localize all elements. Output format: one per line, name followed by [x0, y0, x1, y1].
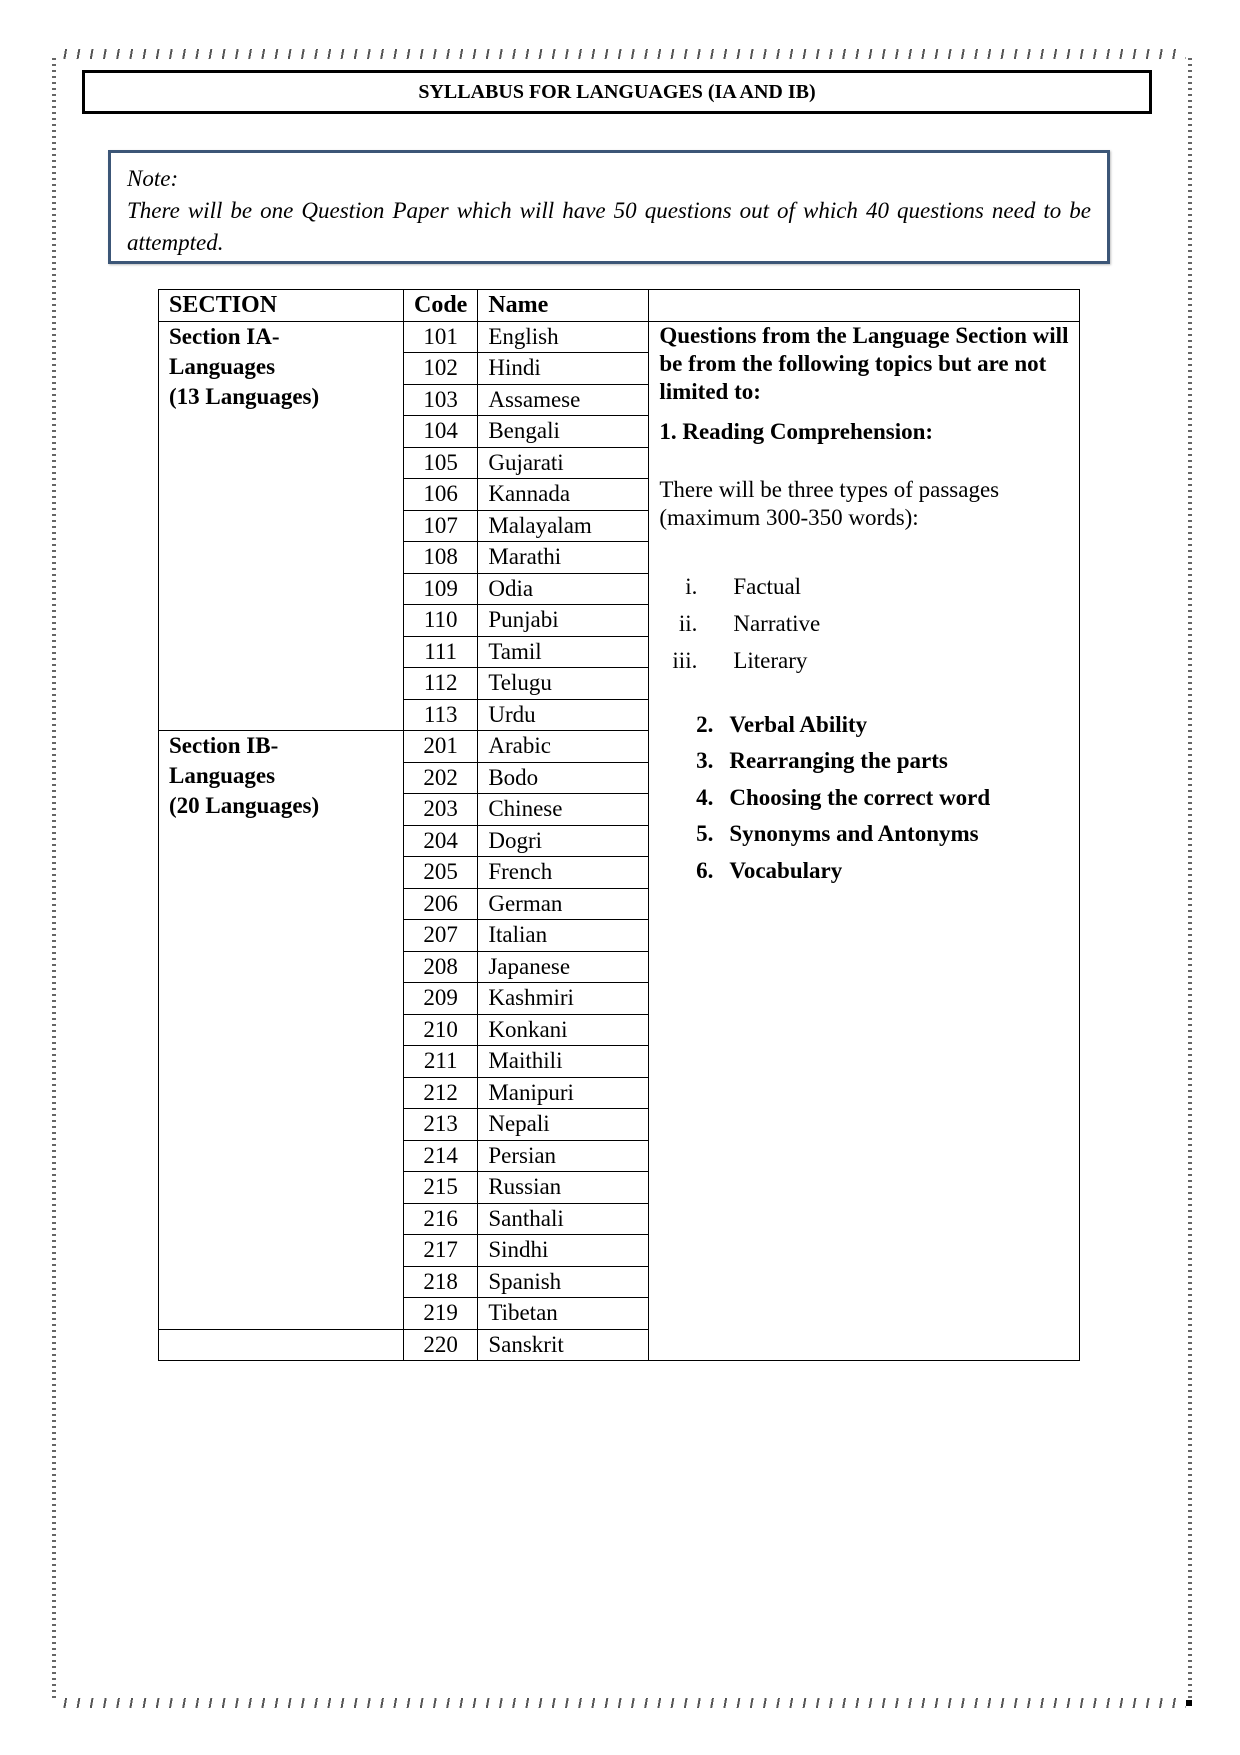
language-name: Russian [478, 1172, 649, 1204]
language-name: Telugu [478, 668, 649, 700]
language-code: 202 [404, 762, 478, 794]
language-code: 220 [404, 1329, 478, 1361]
note-box [108, 150, 1110, 264]
language-code: 103 [404, 384, 478, 416]
language-name: Italian [478, 920, 649, 952]
list-item [659, 642, 1069, 679]
language-name: Marathi [478, 542, 649, 574]
language-code: 208 [404, 951, 478, 983]
header-section: SECTION [159, 290, 404, 322]
list-label: Narrative [733, 610, 821, 636]
list-number: 3. [696, 748, 714, 773]
language-name: Gujarati [478, 447, 649, 479]
list-number: 5. [696, 821, 714, 846]
language-name: Bodo [478, 762, 649, 794]
language-name: German [478, 888, 649, 920]
section-cell [159, 731, 404, 1330]
list-label: Synonyms and Antonyms [729, 821, 979, 846]
language-code: 104 [404, 416, 478, 448]
page-title-text: SYLLABUS FOR LANGUAGES (IA AND IB) [418, 80, 816, 103]
language-name: Punjabi [478, 605, 649, 637]
header-code: Code [404, 290, 478, 322]
language-code: 109 [404, 573, 478, 605]
language-code: 112 [404, 668, 478, 700]
language-name: Urdu [478, 699, 649, 731]
table-header-row [159, 290, 1080, 322]
header-name: Name [478, 290, 649, 322]
language-name: Tamil [478, 636, 649, 668]
language-code: 201 [404, 731, 478, 763]
list-number: 6. [696, 857, 714, 883]
page-border-bottom [58, 1698, 1186, 1708]
language-name: Bengali [478, 416, 649, 448]
language-name: English [478, 321, 649, 353]
header-topics [649, 290, 1080, 322]
page-title [82, 70, 1152, 114]
list-label: Literary [733, 647, 808, 673]
topics-intro: Questions from the Language Section will be from the following topics but are not limited to: [659, 322, 1069, 404]
language-code: 101 [404, 321, 478, 353]
list-item [659, 853, 1069, 890]
language-code: 215 [404, 1172, 478, 1204]
language-name: Persian [478, 1140, 649, 1172]
page-border-corner [1186, 1700, 1192, 1706]
language-name: Nepali [478, 1109, 649, 1141]
passage-description: There will be three types of passages (maximum 300-350 words): [659, 476, 1000, 530]
list-label: Verbal Ability [729, 711, 868, 737]
language-code: 207 [404, 920, 478, 952]
list-number: 2. [696, 711, 714, 737]
list-label: Rearranging the parts [729, 748, 948, 773]
page-border-left [52, 58, 56, 1698]
language-code: 211 [404, 1046, 478, 1078]
language-code: 107 [404, 510, 478, 542]
language-code: 203 [404, 794, 478, 826]
passage-types-list [659, 568, 1069, 679]
list-item [659, 605, 1069, 642]
languages-table [158, 289, 1080, 1361]
language-code: 214 [404, 1140, 478, 1172]
language-name: Konkani [478, 1014, 649, 1046]
language-code: 216 [404, 1203, 478, 1235]
language-name: Kannada [478, 479, 649, 511]
reading-comprehension-heading: 1. Reading Comprehension: [659, 418, 934, 444]
language-code: 217 [404, 1235, 478, 1267]
language-code: 113 [404, 699, 478, 731]
list-item [659, 568, 1069, 605]
language-name: Japanese [478, 951, 649, 983]
other-topics-list [659, 707, 1069, 890]
list-item [659, 780, 1069, 817]
note-label: Note: [127, 166, 179, 191]
table-body [159, 321, 1080, 1361]
language-name: Odia [478, 573, 649, 605]
section-label: Section IB- Languages (20 Languages) [169, 733, 320, 818]
list-label: Factual [733, 573, 802, 599]
language-name: Sindhi [478, 1235, 649, 1267]
language-code: 108 [404, 542, 478, 574]
language-name: Spanish [478, 1266, 649, 1298]
language-name: Maithili [478, 1046, 649, 1078]
language-name: Tibetan [478, 1298, 649, 1330]
note-text: There will be one Question Paper which will have 50 questions out of which 40 questions need to be attempted. [127, 198, 1091, 255]
empty-section-cell [159, 1329, 404, 1361]
language-code: 110 [404, 605, 478, 637]
language-code: 204 [404, 825, 478, 857]
list-label: Vocabulary [729, 857, 843, 883]
language-code: 218 [404, 1266, 478, 1298]
page-border-right [1188, 58, 1192, 1698]
language-code: 102 [404, 353, 478, 385]
language-name: Dogri [478, 825, 649, 857]
language-name: Kashmiri [478, 983, 649, 1015]
language-name: Santhali [478, 1203, 649, 1235]
language-name: Hindi [478, 353, 649, 385]
table-row [159, 321, 1080, 353]
list-item [659, 743, 1069, 780]
language-code: 212 [404, 1077, 478, 1109]
list-number: 4. [696, 784, 714, 810]
language-name: Sanskrit [478, 1329, 649, 1361]
page-border-top [58, 49, 1186, 59]
language-name: Chinese [478, 794, 649, 826]
language-code: 219 [404, 1298, 478, 1330]
list-number: ii. [678, 610, 698, 636]
language-name: French [478, 857, 649, 889]
language-code: 106 [404, 479, 478, 511]
list-number: iii. [672, 647, 698, 673]
section-label: Section IA- Languages (13 Languages) [169, 323, 320, 409]
language-code: 206 [404, 888, 478, 920]
language-code: 213 [404, 1109, 478, 1141]
list-number: i. [685, 573, 698, 599]
language-name: Arabic [478, 731, 649, 763]
topics-cell [649, 321, 1080, 1361]
list-item [659, 707, 1069, 744]
language-code: 111 [404, 636, 478, 668]
language-name: Malayalam [478, 510, 649, 542]
language-code: 210 [404, 1014, 478, 1046]
language-code: 205 [404, 857, 478, 889]
language-name: Manipuri [478, 1077, 649, 1109]
language-code: 105 [404, 447, 478, 479]
language-name: Assamese [478, 384, 649, 416]
language-code: 209 [404, 983, 478, 1015]
list-item [659, 816, 1069, 853]
list-label: Choosing the correct word [729, 784, 991, 810]
section-cell [159, 321, 404, 731]
